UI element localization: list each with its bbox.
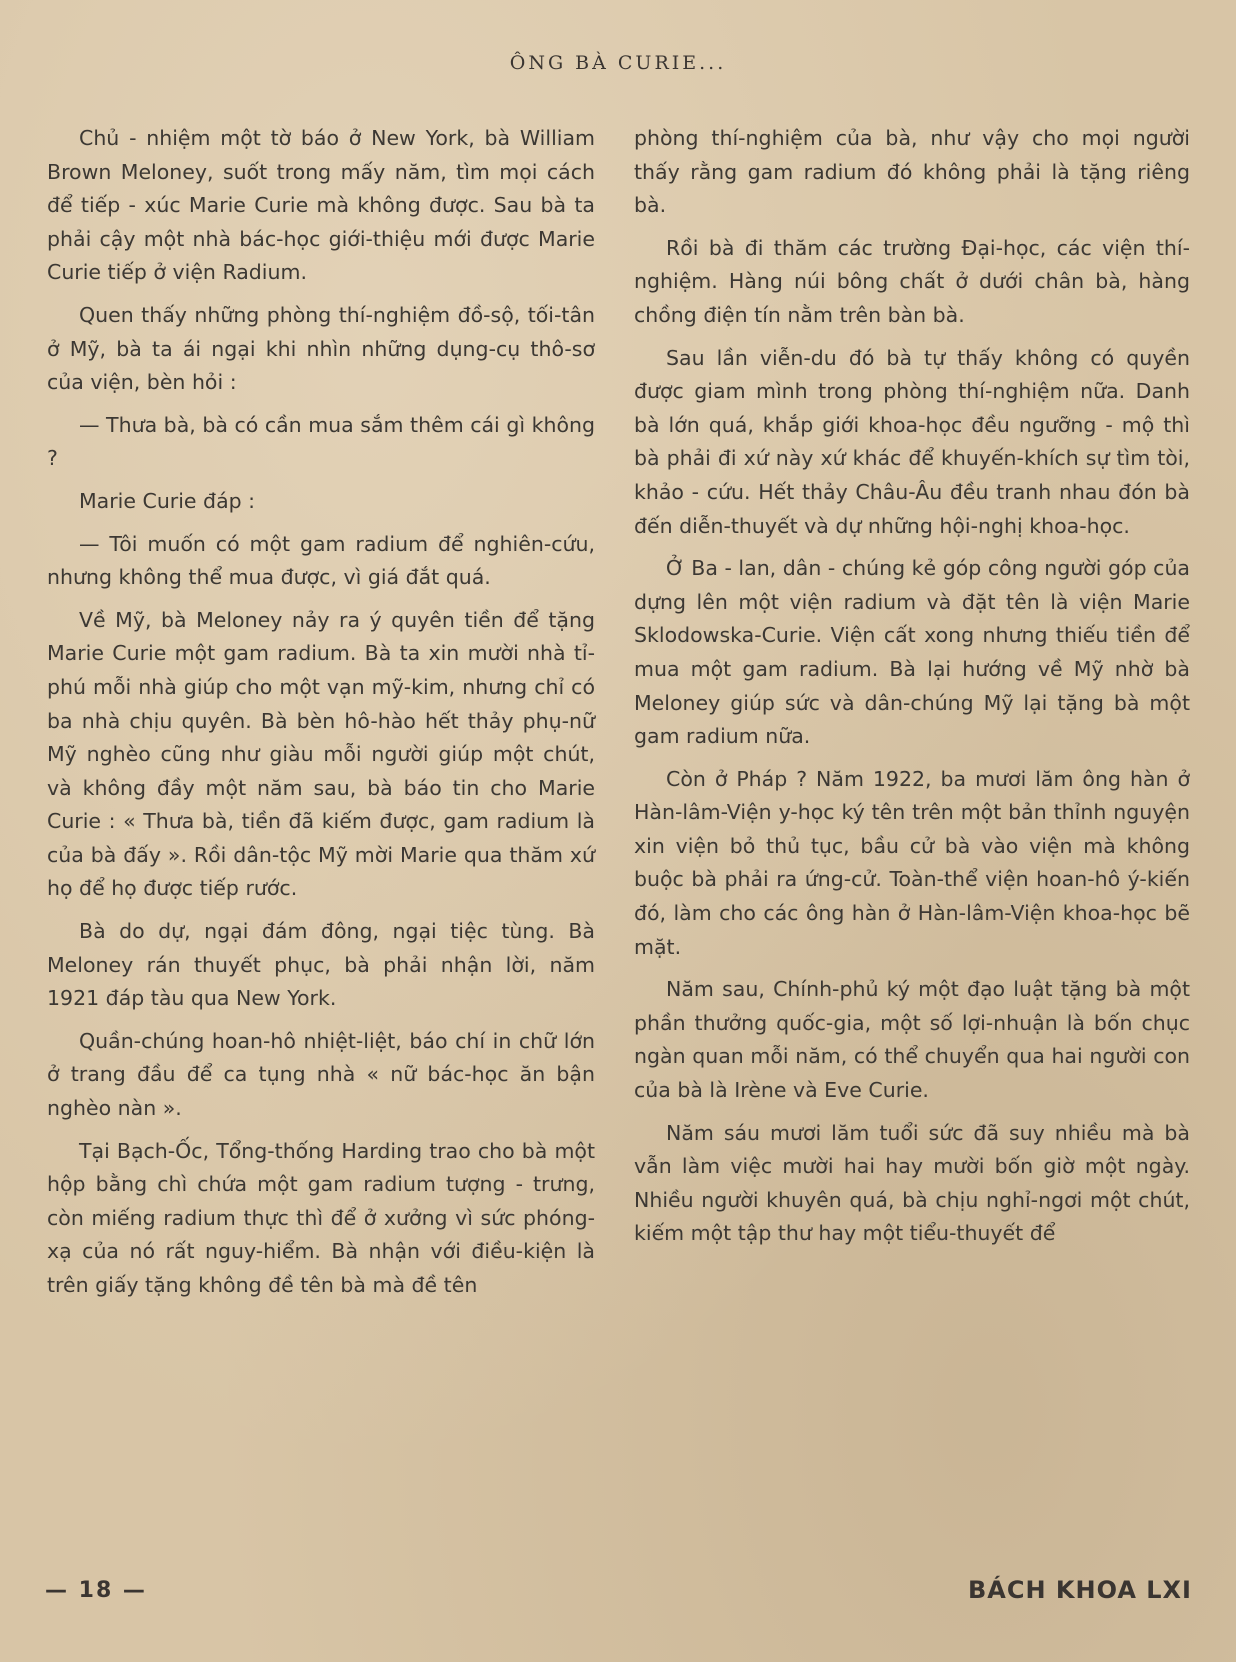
right-column (634, 122, 1190, 1260)
page-number: — 18 — (45, 1578, 147, 1603)
paragraph: Marie Curie đáp : (79, 488, 256, 513)
paragraph: Còn ở Pháp ? Năm 1922, ba mươi lăm ông hàn ở Hàn-lâm-Viện y-học ký tên trên một bản thỉnh nguyện xin viện bỏ thủ tục, bầu cử bà vào viện mà không buộc bà phải ra ứng-cử. Toàn-thể viện hoan-hô ý-kiến đó, làm cho các ông hàn ở Hàn-lâm-Viện khoa-học bẽ mặt. (634, 766, 1190, 959)
paragraph: Ở Ba - lan, dân - chúng kẻ góp công người góp của dựng lên một viện radium và đặt tên là viện Marie Sklodowska-Curie. Viện cất xong nhưng thiếu tiền để mua một gam radium. Bà lại hướng về Mỹ nhờ bà Meloney giúp sức và dân-chúng Mỹ lại tặng bà một gam radium nữa. (634, 556, 1190, 749)
paragraph: Về Mỹ, bà Meloney nảy ra ý quyên tiền để tặng Marie Curie một gam radium. Bà ta xin mười nhà tỉ-phú mỗi nhà giúp cho một vạn mỹ-kim, nhưng chỉ có ba nhà chịu quyên. Bà bèn hô-hào hết thảy phụ-nữ Mỹ nghèo cũng như giàu mỗi người giúp một chút, và không đầy một năm sau, bà báo tin cho Marie Curie : « Thưa bà, tiền đã kiếm được, gam radium là của bà đấy ». Rồi dân-tộc Mỹ mời Marie qua thăm xứ họ để họ được tiếp rước. (47, 607, 595, 901)
paragraph: — Tôi muốn có một gam radium để nghiên-cứu, nhưng không thể mua được, vì giá đắt quá. (47, 531, 595, 590)
paragraph: Chủ - nhiệm một tờ báo ở New York, bà William Brown Meloney, suốt trong mấy năm, tìm mọi cách để tiếp - xúc Marie Curie mà không được. Sau bà ta phải cậy một nhà bác-học giới-thiệu mới được Marie Curie tiếp ở viện Radium. (47, 126, 595, 285)
magazine-name: BÁCH KHOA LXI (967, 1576, 1192, 1604)
paragraph: Tại Bạch-Ốc, Tổng-thống Harding trao cho bà một hộp bằng chì chứa một gam radium tượng - trưng, còn miếng radium thực thì để ở xưởng vì sức phóng-xạ của nó rất nguy-hiểm. Bà nhận với điều-kiện là trên giấy tặng không đề tên bà mà đề tên (47, 1138, 595, 1297)
paragraph: — Thưa bà, bà có cần mua sắm thêm cái gì không ? (47, 412, 595, 471)
paragraph: Sau lần viễn-du đó bà tự thấy không có quyền được giam mình trong phòng thí-nghiệm nữa. Danh bà lớn quá, khắp giới khoa-học đều ngưỡng - mộ thì bà phải đi xứ này xứ khác để khuyến-khích sự tìm tòi, khảo - cứu. Hết thảy Châu-Âu đều tranh nhau đón bà đến diễn-thuyết và dự những hội-nghị khoa-học. (634, 345, 1190, 538)
left-column (47, 122, 595, 1312)
running-title: ÔNG BÀ CURIE... (509, 52, 727, 74)
paragraph: Rồi bà đi thăm các trường Đại-học, các viện thí-nghiệm. Hàng núi bông chất ở dưới chân bà, hàng chồng điện tín nằm trên bàn bà. (634, 235, 1190, 327)
paragraph: phòng thí-nghiệm của bà, như vậy cho mọi người thấy rằng gam radium đó không phải là tặng riêng bà. (634, 126, 1190, 218)
paragraph: Bà do dự, ngại đám đông, ngại tiệc tùng. Bà Meloney rán thuyết phục, bà phải nhận lời, năm 1921 đáp tàu qua New York. (47, 919, 595, 1011)
paragraph: Quen thấy những phòng thí-nghiệm đồ-sộ, tối-tân ở Mỹ, bà ta ái ngại khi nhìn những dụng-cụ thô-sơ của viện, bèn hỏi : (47, 302, 595, 395)
paragraph: Quần-chúng hoan-hô nhiệt-liệt, báo chí in chữ lớn ở trang đầu để ca tụng nhà « nữ bác-học ăn bận nghèo nàn ». (47, 1028, 595, 1121)
paragraph: Năm sau, Chính-phủ ký một đạo luật tặng bà một phần thưởng quốc-gia, một số lợi-nhuận là bốn chục ngàn quan mỗi năm, có thể chuyển qua hai người con của bà là Irène và Eve Curie. (634, 977, 1190, 1103)
paragraph: Năm sáu mươi lăm tuổi sức đã suy nhiều mà bà vẫn làm việc mười hai hay mười bốn giờ một ngày. Nhiều người khuyên quá, bà chịu nghỉ-ngơi một chút, kiếm một tập thư hay một tiểu-thuyết để (634, 1120, 1190, 1246)
